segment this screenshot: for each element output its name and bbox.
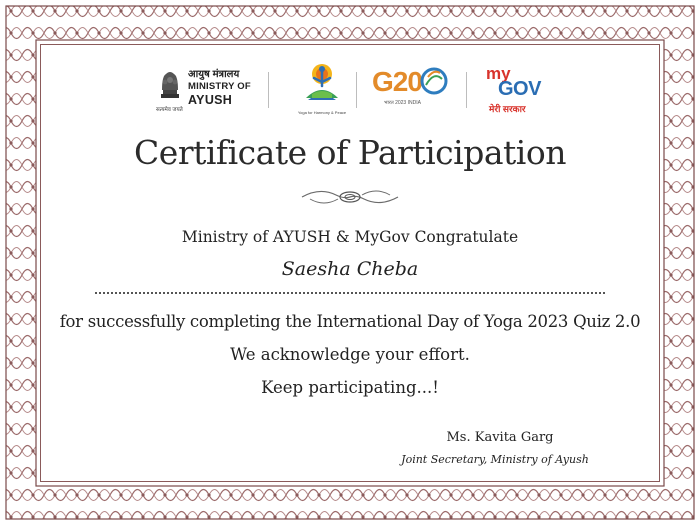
- completion-text: for successfully completing the International Day of Yoga 2023 Quiz 2.0: [59, 312, 641, 331]
- recipient-name: Saesha Cheba: [281, 258, 419, 280]
- signer-designation: Joint Secretary, Ministry of Ayush: [401, 453, 589, 466]
- ministry-hindi-text: आयुष मंत्रालय: [188, 69, 240, 80]
- g20-logo-text: G20: [372, 66, 422, 97]
- g20-globe-icon: [420, 67, 448, 95]
- logo-divider: [466, 72, 467, 108]
- name-underline: [95, 292, 605, 294]
- ministry-line2: AYUSH: [188, 92, 233, 107]
- g20-caption: भारत 2023 INDIA: [384, 100, 421, 106]
- ministry-ayush-logo: [188, 70, 251, 106]
- yoga-caption: Yoga for Harmony & Peace: [297, 110, 347, 115]
- signer-name: Ms. Kavita Garg: [446, 430, 554, 445]
- yoga-day-logo-icon: [298, 60, 346, 110]
- flourish-ornament: [300, 185, 400, 209]
- emblem-caption: सत्यमेव जयते: [156, 107, 183, 113]
- logo-divider: [268, 72, 269, 108]
- logo-divider: [356, 72, 357, 108]
- mygov-caption: मेरी सरकार: [489, 104, 526, 114]
- acknowledge-text: We acknowledge your effort.: [230, 345, 470, 364]
- certificate-title: Certificate of Participation: [134, 133, 566, 172]
- mygov-gov-text: GOV: [498, 78, 541, 100]
- ministry-line1: MINISTRY OF: [188, 81, 251, 92]
- encouragement-text: Keep participating...!: [261, 378, 439, 397]
- national-emblem-icon: [158, 66, 182, 104]
- mygov-my-text: my: [486, 64, 511, 83]
- congratulation-text: Ministry of AYUSH & MyGov Congratulate: [181, 228, 519, 246]
